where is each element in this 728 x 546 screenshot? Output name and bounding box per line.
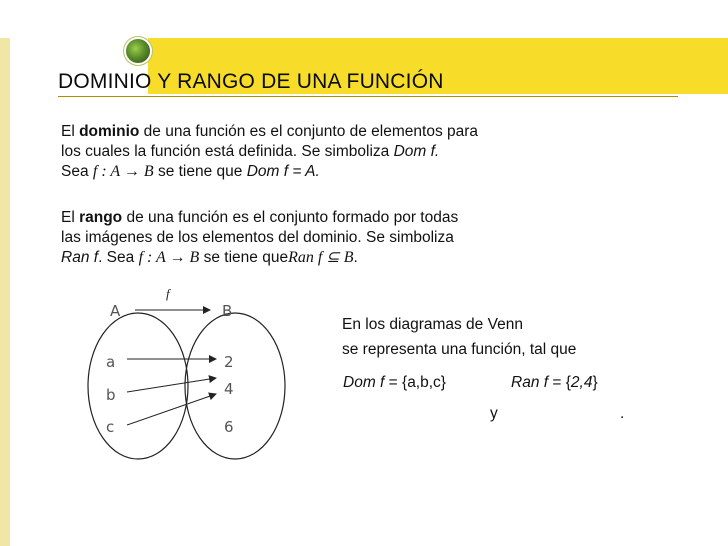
text: } [440,374,446,391]
dom-set-expression [343,374,446,392]
element-6: 6 [224,418,234,436]
text: los cuales la función está definida. Se simboliza [61,143,394,160]
text: se tiene que [153,163,247,180]
dom-equation: Dom f = A. [246,163,320,180]
page-title: DOMINIO Y RANGO DE UNA FUNCIÓN [58,70,444,93]
text: 2,4 [570,374,593,391]
function-notation: f : A → B [138,249,200,266]
text: de una función es el conjunto de elementos para [139,123,479,140]
arrow-b-to-4 [127,378,216,392]
element-4: 4 [224,380,234,398]
ran-f-symbol: Ran f [61,249,99,266]
element-b: b [106,386,116,404]
arrow-c-to-4 [127,394,216,425]
final-period: . [620,405,625,422]
text: se tiene que [199,249,289,266]
text: El [61,123,80,140]
text: Dom f [343,374,385,391]
dom-f-symbol: Dom f. [393,143,440,160]
element-2: 2 [224,353,234,371]
text: = { [548,374,571,391]
dominio-term: dominio [79,123,140,140]
text: a,b,c [407,374,441,391]
element-a: a [106,353,116,371]
set-b-label: B [222,302,233,320]
function-notation: f : A → B [92,163,154,180]
text: de una función es el conjunto formado por todas [122,209,459,226]
venn-caption-line-2: se representa una función, tal que [342,341,577,358]
venn-caption-line-1: En los diagramas de Venn [342,316,523,333]
set-a-label: A [110,302,121,320]
text: . [353,249,358,266]
text: Ran f [511,374,549,391]
text: } [592,374,598,391]
text: . Sea [98,249,139,266]
text: Sea [61,163,93,180]
element-c: c [106,418,115,436]
arrow-label: f [166,286,170,301]
ran-set-expression [511,374,598,392]
conjunction-y: y [490,405,498,422]
rango-term: rango [79,209,123,226]
set-b-ellipse [185,313,285,459]
subset-notation: Ran f ⊆ B [288,249,354,266]
text: El [61,209,80,226]
set-a-ellipse [88,313,188,459]
text: = { [384,374,408,391]
rango-line-2: las imágenes de los elementos del dominio. Se simboliza [61,229,454,246]
